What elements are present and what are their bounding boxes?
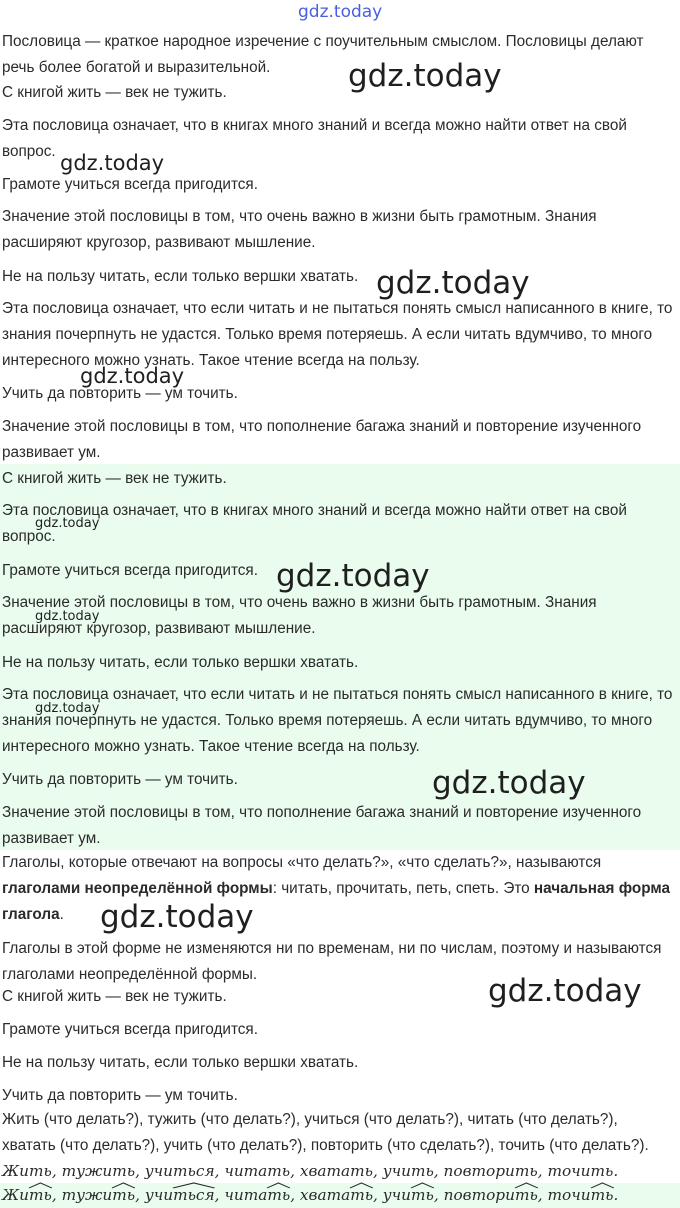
rule-term: глаголами неопределённой формы	[2, 880, 273, 897]
verb-word: учить	[382, 1162, 434, 1180]
proverb-3: Не на пользу читать, если только вершки хватать.	[2, 268, 359, 285]
meaning-3-repeat: Эта пословица означает, что если читать и не пытаться понять смысл написанного в книге, то знания почерпнуть не удастся. Только время потеряешь. А если читать вдумчиво, то много интересного можно узнать. Такое чтение всегда на пользу.	[2, 686, 673, 755]
watermark: gdz.today	[488, 973, 642, 1009]
verb-word-suffix-marked: точить	[548, 1182, 614, 1208]
header-watermark[interactable]: gdz.today	[298, 2, 383, 22]
verb-word: учиться	[144, 1162, 215, 1180]
watermark: gdz.today	[376, 265, 530, 301]
proverb-list-4: Учить да повторить — ум точить.	[2, 1087, 238, 1104]
suffix-roof-mark	[591, 1183, 614, 1188]
suffix-ending: ть	[112, 1182, 135, 1208]
watermark: gdz.today	[60, 151, 165, 175]
meaning-4: Значение этой пословицы в том, что пополнение багажа знаний и повторение изученного развивает ум.	[2, 418, 642, 461]
suffix-roof-mark	[29, 1183, 52, 1188]
proverb-4: Учить да повторить — ум точить.	[2, 385, 238, 402]
watermark: gdz.today	[35, 701, 100, 716]
verb-word-suffix-marked: повторить	[444, 1182, 538, 1208]
verb-word-suffix-marked: тужить	[62, 1182, 135, 1208]
verb-questions: Жить (что делать?), тужить (что делать?), учиться (что делать?), читать (что делать?), хватать (что делать?), учить (что делать?), повторить (что сделать?), точить (что делать?).	[2, 1111, 649, 1154]
suffix-ending: ть	[515, 1182, 538, 1208]
suffix-roof-mark	[112, 1183, 135, 1188]
proverb-list-2: Грамоте учиться всегда пригодится.	[2, 1021, 258, 1038]
verb-word-suffix-marked: читать	[224, 1182, 290, 1208]
proverb-1: С книгой жить — век не тужить.	[2, 84, 227, 101]
suffix-ending: ть	[350, 1182, 373, 1208]
verb-word-suffix-marked: учить	[383, 1182, 434, 1208]
meaning-3: Эта пословица означает, что если читать и не пытаться понять смысл написанного в книге, то знания почерпнуть не удастся. Только время потеряешь. А если читать вдумчиво, то много интересного можно узнать. Такое чтение всегда на пользу.	[2, 300, 673, 369]
proverb-4-repeat: Учить да повторить — ум точить.	[2, 771, 238, 788]
suffix-ending: ться	[173, 1182, 215, 1208]
watermark: gdz.today	[100, 899, 254, 935]
verb-word-suffix-marked: учиться	[145, 1182, 215, 1208]
watermark: gdz.today	[432, 765, 586, 801]
watermark: gdz.today	[35, 609, 100, 624]
watermark: gdz.today	[80, 364, 185, 388]
suffix-roof-mark	[515, 1183, 538, 1188]
verb-word-suffix-marked: Жить	[2, 1182, 52, 1208]
proverb-2-repeat: Грамоте учиться всегда пригодится.	[2, 562, 258, 579]
watermark: gdz.today	[35, 516, 100, 531]
rule-initial-form: начальная форма глагола	[2, 880, 671, 923]
suffix-roof-mark	[173, 1183, 215, 1188]
proverb-3-repeat: Не на пользу читать, если только вершки хватать.	[2, 654, 359, 671]
verb-list-marked: Жить , тужить , учиться , читать , хватать , учить , повторить , точить .	[2, 1182, 674, 1208]
verb-word-suffix-marked: хватать	[300, 1182, 373, 1208]
verb-word: хватать	[299, 1162, 373, 1180]
verb-word: Жить	[2, 1162, 52, 1180]
proverb-list-1: С книгой жить — век не тужить.	[2, 988, 227, 1005]
rule-text: Глаголы, которые отвечают на вопросы «что делать?», «что сделать?», называются глаголами неопределённой формы: читать, прочитать, петь, спеть. Это начальная форма глагола.	[2, 854, 671, 923]
suffix-roof-mark	[411, 1183, 434, 1188]
suffix-roof-mark	[350, 1183, 373, 1188]
meaning-2-repeat: Значение этой пословицы в том, что очень важно в жизни быть грамотным. Знания расширяют кругозор, развивают мышление.	[2, 594, 597, 637]
meaning-2: Значение этой пословицы в том, что очень важно в жизни быть грамотным. Знания расширяют кругозор, развивают мышление.	[2, 208, 597, 251]
suffix-ending: ть	[411, 1182, 434, 1208]
suffix-ending: ть	[29, 1182, 52, 1208]
watermark: gdz.today	[276, 558, 430, 594]
intro-text: Пословица — краткое народное изречение с поучительным смыслом. Пословицы делают речь более богатой и выразительной.	[2, 33, 644, 76]
watermark: gdz.today	[348, 58, 502, 94]
verb-word: повторить	[443, 1162, 538, 1180]
verb-word: тужить	[61, 1162, 136, 1180]
verb-list-handwritten: Жить, тужить, учиться, читать, хватать, учить, повторить, точить.	[2, 1158, 674, 1184]
verb-word: читать	[224, 1162, 291, 1180]
suffix-roof-mark	[267, 1183, 290, 1188]
meaning-1: Эта пословица означает, что в книгах много знаний и всегда можно найти ответ на свой вопрос.	[2, 117, 627, 160]
meaning-1-repeat: Эта пословица означает, что в книгах много знаний и всегда можно найти ответ на свой вопрос.	[2, 502, 627, 545]
meaning-4-repeat: Значение этой пословицы в том, что пополнение багажа знаний и повторение изученного развивает ум.	[2, 804, 642, 847]
proverb-2: Грамоте учиться всегда пригодится.	[2, 176, 258, 193]
suffix-ending: ть	[267, 1182, 290, 1208]
rule-note: Глаголы в этой форме не изменяются ни по временам, ни по числам, поэтому и называются глаголами неопределённой формы.	[2, 940, 662, 983]
verb-word: точить	[547, 1162, 614, 1180]
suffix-ending: ть	[591, 1182, 614, 1208]
proverb-1-repeat: С книгой жить — век не тужить.	[2, 470, 227, 487]
proverb-list-3: Не на пользу читать, если только вершки хватать.	[2, 1054, 359, 1071]
